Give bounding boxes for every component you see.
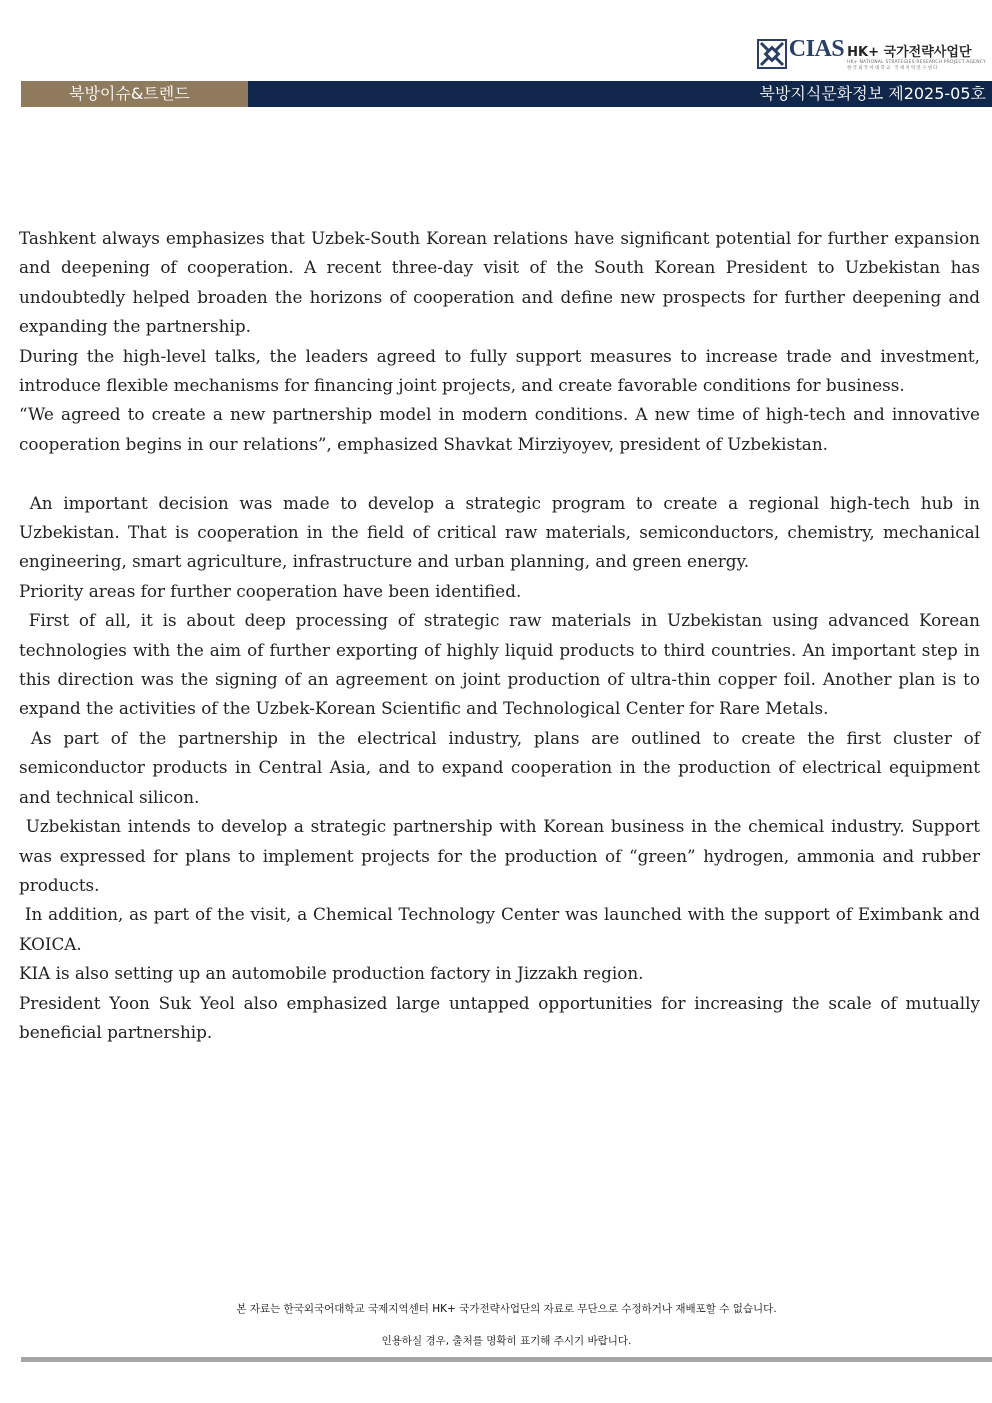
logo-subtitle: HK+ NATIONAL STRATEGIES RESEARCH PROJECT AGENCY (847, 60, 986, 65)
header-bar (21, 81, 992, 107)
paragraph: As part of the partnership in the electrical industry, plans are outlined to create the first cluster of semiconductor products in Central Asia, and to expand cooperation in the production of electrical equipment and technical silicon. (19, 727, 986, 807)
logo-title: HK+ 국가전략사업단 (847, 45, 972, 60)
paragraph: Priority areas for further cooperation have been identified. (19, 580, 522, 601)
logo-brand: CIAS (788, 36, 845, 62)
paragraph: Uzbekistan intends to develop a strategic partnership with Korean business in the chemical industry. Support was expressed for plans to implement projects for the production of “green” hydrogen, ammonia and rubber products. (19, 816, 986, 895)
footer-notice: 본 자료는 한국외국어대학교 국제지역센터 HK+ 국가전략사업단의 자료로 무단으로 수정하거나 재배포할 수 없습니다. (236, 1303, 777, 1315)
footer (21, 1299, 992, 1351)
article-body (19, 224, 986, 1047)
paragraph: Tashkent always emphasizes that Uzbek-South Korean relations have significant potential for further expansion and deepening of cooperation. A recent three-day visit of the South Korean President to Uzbekistan has undoubtedly helped broaden the horizons of cooperation and define new prospects for further deepening and expanding the partnership. (19, 228, 980, 337)
cias-logo (757, 36, 986, 71)
paragraph: First of all, it is about deep processing of strategic raw materials in Uzbekistan using advanced Korean technologies with the aim of further exporting of highly liquid products to third countries. An important step in this direction was the signing of an agreement on joint production of ultra-thin copper foil. Another plan is to expand the activities of the Uzbek-Korean Scientific and Technological Center for Rare Metals. (19, 610, 986, 719)
paragraph: In addition, as part of the visit, a Chemical Technology Center was launched with the support of Eximbank and KOICA. (19, 904, 986, 954)
paragraph: KIA is also setting up an automobile production factory in Jizzakh region. (19, 963, 644, 984)
paragraph: President Yoon Suk Yeol also emphasized large untapped opportunities for increasing the scale of mutually beneficial partnership. (19, 992, 980, 1042)
logo-subtitle-kr: 한국외국어대학교 국제지역연구센터 (847, 66, 939, 71)
paragraph: “We agreed to create a new partnership model in modern conditions. A new time of high-tech and innovative cooperation begins in our relations”, emphasized Shavkat Mirziyoyev, president of Uzbekistan. (19, 404, 980, 454)
section-label: 북방이슈&트렌드 (21, 81, 248, 107)
paragraph-spacer (19, 459, 980, 488)
paragraph: During the high-level talks, the leaders agreed to fully support measures to increase trade and investment, introduce flexible mechanisms for financing joint projects, and create favorable conditions for business. (19, 345, 980, 396)
cias-logo-icon (757, 39, 787, 69)
footer-divider (21, 1357, 992, 1362)
footer-citation: 인용하실 경우, 출처를 명확히 표기해 주시기 바랍니다. (381, 1335, 632, 1347)
paragraph: An important decision was made to develop a strategic program to create a regional high-tech hub in Uzbekistan. That is cooperation in the field of critical raw materials, semiconductors, chemistry, mechanical engineering, smart agriculture, infrastructure and urban planning, and green energy. (19, 492, 986, 572)
issue-label: 북방지식문화정보 제2025-05호 (248, 81, 992, 107)
